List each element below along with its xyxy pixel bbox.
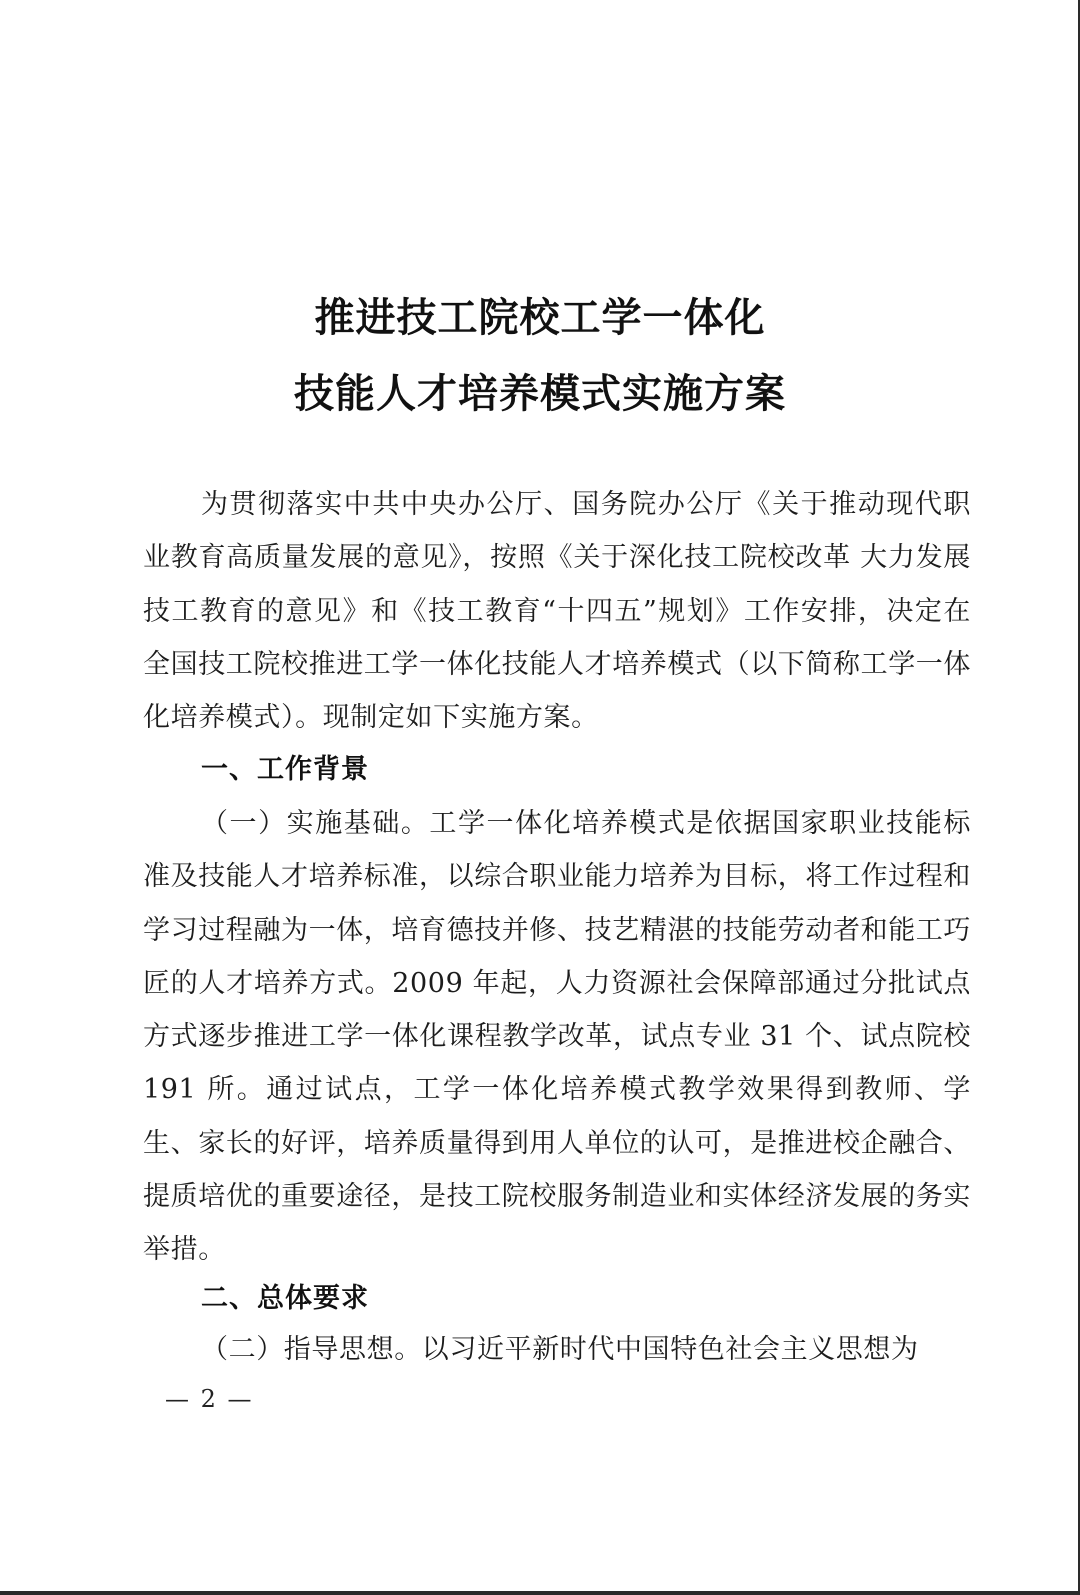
intro-paragraph: 为贯彻落实中共中央办公厅、国务院办公厅《关于推动现代职业教育高质量发展的意见》，按照《关于深化技工院校改革 大力发展技工教育的意见》和《技工教育“十四五”规划》工作安排，决定在全国技工院校推进工学一体化技能人才培养模式（以下简称工学一体化培养模式）。现制定如下实施方案。 [143, 489, 971, 734]
section-2-heading: 二、总体要求 [201, 1283, 369, 1314]
section-1-paragraph: （一）实施基础。工学一体化培养模式是依据国家职业技能标准及技能人才培养标准，以综合职业能力培养为目标，将工作过程和学习过程融为一体，培育德技并修、技艺精湛的技能劳动者和能工巧匠的人才培养方式。2009 年起，人力资源社会保障部通过分批试点方式逐步推进工学一体化课程教学改革，试点专业 31 个、试点院校 191 所。通过试点，工学一体化培养模式教学效果得到教师、学生、家长的好评，培养质量得到用人单位的认可，是推进校企融合、提质培优的重要途径，是技工院校服务制造业和实体经济发展的务实举措。 [143, 808, 971, 1266]
page-number: — 2 — [165, 1385, 254, 1413]
document-title-line-2: 技能人才培养模式实施方案 [294, 371, 786, 417]
section-1-heading: 一、工作背景 [201, 754, 369, 785]
scan-edge-bottom [0, 1591, 1080, 1595]
document-title-line-1: 推进技工院校工学一体化 [314, 295, 766, 341]
section-2-paragraph: （二）指导思想。以习近平新时代中国特色社会主义思想为 [201, 1334, 919, 1365]
